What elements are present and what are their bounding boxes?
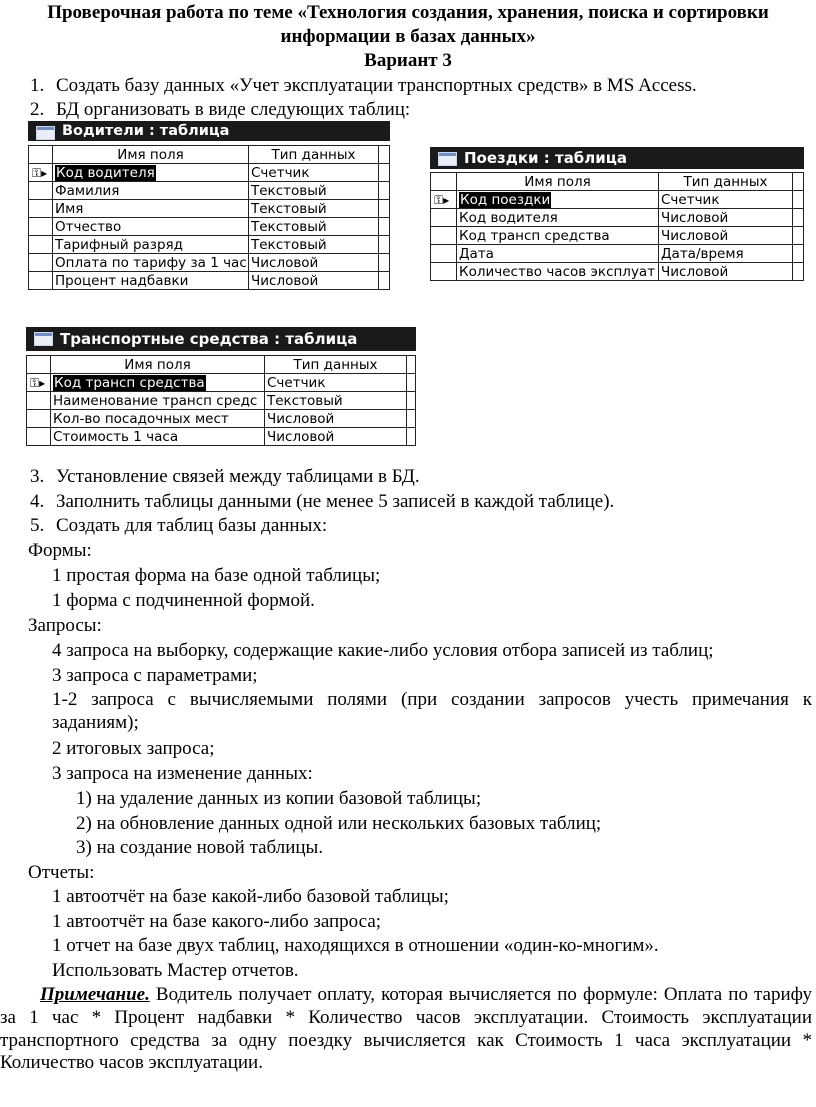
key-icon: ⚿▸ [434,193,450,207]
list-item: 1-2 запроса с вычисляемыми полями (при создании запросов учесть примечания к заданиям); [52,689,812,733]
table-row[interactable]: Отчество Текстовый [29,218,390,236]
key-icon: ⚿▸ [32,166,48,180]
column-header-type: Тип данных [265,356,407,374]
vehicles-design-grid [26,355,416,446]
table-row[interactable]: Наименование трансп средс Текстовый [27,392,416,410]
note-label: Примечание. [40,984,150,1005]
table-row[interactable]: Оплата по тарифу за 1 час Числовой [29,254,390,272]
table-icon [36,126,55,140]
column-header-type: Тип данных [659,173,793,191]
column-header-field: Имя поля [51,356,265,374]
list-item-3: 3. Установление связей между таблицами в БД. [30,466,420,487]
drivers-table-window [28,121,390,290]
list-item: 1 отчет на базе двух таблиц, находящихся в отношении «один-ко-многим». [52,935,659,956]
table-row[interactable]: Кол-во посадочных мест Числовой [27,410,416,428]
table-row[interactable]: ⚿▸ Код водителя Счетчик [29,164,390,182]
table-row[interactable]: Имя Текстовый [29,200,390,218]
variant-heading: Вариант 3 [364,50,452,71]
table-icon [438,152,457,166]
note-paragraph [0,984,812,1075]
table-icon [34,332,53,346]
list-item: 1 автоотчёт на базе какой-либо базовой таблицы; [52,886,449,907]
trips-design-grid [430,172,804,281]
list-item: 1 форма с подчиненной формой. [52,590,315,611]
column-header-type: Тип данных [249,146,379,164]
list-item-5: 5. Создать для таблиц базы данных: [30,515,328,536]
table-row[interactable]: Процент надбавки Числовой [29,272,390,290]
list-item: 3) на создание новой таблицы. [76,837,324,858]
list-item: 1 простая форма на базе одной таблицы; [52,565,381,586]
title-line-2: информации в базах данных» [280,26,536,47]
table-row[interactable]: ⚿▸ Код трансп средства Счетчик [27,374,416,392]
list-item: 1) на удаление данных из копии базовой таблицы; [76,788,482,809]
column-header-field: Имя поля [53,146,249,164]
list-item: 3 запроса с параметрами; [52,665,258,686]
vehicles-table-titlebar: Транспортные средства : таблица [26,327,416,351]
list-item: 1 автоотчёт на базе какого-либо запроса; [52,911,382,932]
reports-heading: Отчеты: [28,862,95,883]
forms-heading: Формы: [28,540,92,561]
title-line-1: Проверочная работа по теме «Технология создания, хранения, поиска и сортировки [47,2,769,23]
queries-heading: Запросы: [28,615,102,636]
table-row[interactable]: ⚿▸ Код поездки Счетчик [431,191,804,209]
list-item-4: 4. Заполнить таблицы данными (не менее 5 записей в каждой таблице). [30,491,615,512]
list-item-2: 2. БД организовать в виде следующих таблиц: [30,99,411,120]
table-row[interactable]: Код водителя Числовой [431,209,804,227]
list-item: Использовать Мастер отчетов. [52,960,299,981]
list-item: 2 итоговых запроса; [52,738,215,759]
list-item: 2) на обновление данных одной или нескольких базовых таблиц; [76,813,602,834]
key-icon: ⚿▸ [30,376,46,390]
column-header-field: Имя поля [457,173,659,191]
table-row[interactable]: Тарифный разряд Текстовый [29,236,390,254]
trips-table-titlebar: Поездки : таблица [430,147,804,169]
table-row[interactable]: Дата Дата/время [431,245,804,263]
trips-table-window [430,147,804,281]
table-row[interactable]: Стоимость 1 часа Числовой [27,428,416,446]
drivers-table-titlebar: Водители : таблица [28,121,390,141]
vehicles-table-window [26,327,416,446]
table-row[interactable]: Код трансп средства Числовой [431,227,804,245]
drivers-design-grid [28,145,390,290]
table-row[interactable]: Количество часов эксплуат Числовой [431,263,804,281]
list-item-1: 1. Создать базу данных «Учет эксплуатации транспортных средств» в MS Access. [30,75,697,96]
list-item: 4 запроса на выборку, содержащие какие-либо условия отбора записей из таблиц; [52,640,714,661]
list-item: 3 запроса на изменение данных: [52,763,313,784]
table-row[interactable]: Фамилия Текстовый [29,182,390,200]
note-text: Водитель получает оплату, которая вычисляется по формуле: Оплата по тарифу за 1 час * Процент надбавки * Количество часов эксплуатации. Стоимость эксплуатации транспортного средства за одну поездку вычисляется как Стоимость 1 часа эксплуатации * Количество часов эксплуатации. [0,984,812,1074]
